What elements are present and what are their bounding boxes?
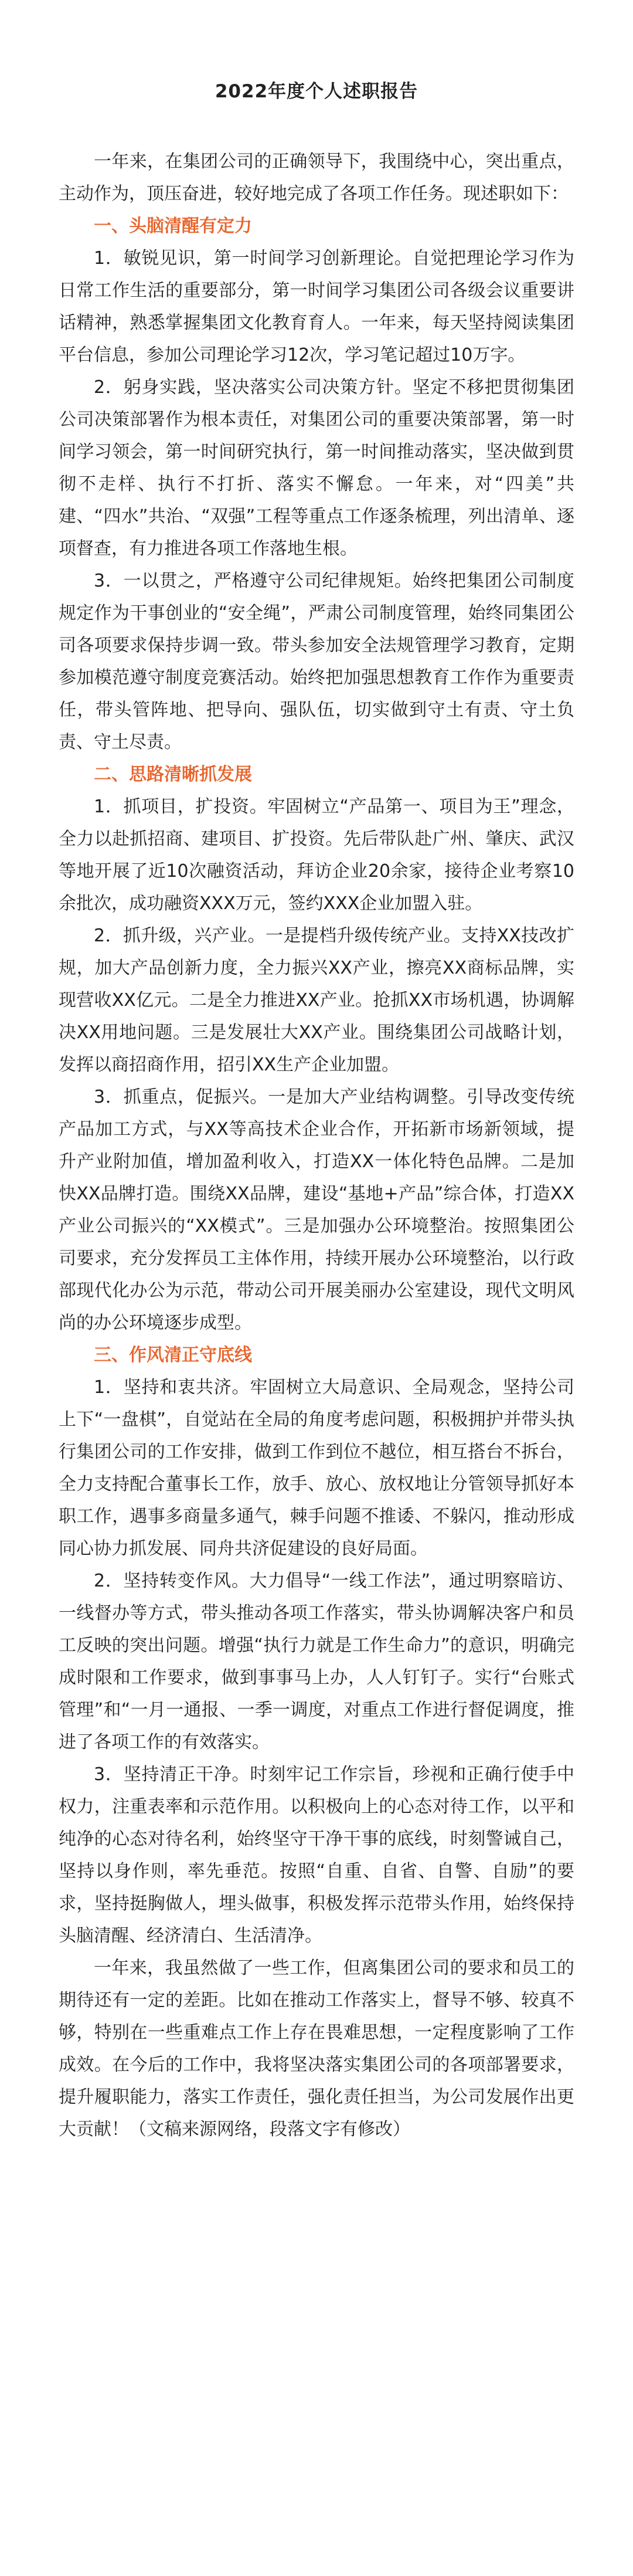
document-title: 2022年度个人述职报告 xyxy=(215,81,418,102)
closing-paragraph: 一年来，我虽然做了一些工作，但离集团公司的要求和员工的期待还有一定的差距。比如在推动工作落实上，督导不够、较真不够，特别在一些重难点工作上存在畏难思想，一定程度影响了工作成效。在今后的工作中，我将坚决落实集团公司的各项部署要求，提升履职能力，落实工作责任，强化责任担当，为公司发展作出更大贡献！（文稿来源网络，段落文字有修改） xyxy=(59,1958,574,2140)
section-1-paragraph-3: 3．一以贯之，严格遵守公司纪律规矩。始终把集团公司制度规定作为干事创业的“安全绳”，严肃公司制度管理，始终同集团公司各项要求保持步调一致。带头参加安全法规管理学习教育，定期参加模范遵守制度竞赛活动。始终把加强思想教育工作作为重要责任，带头管阵地、把导向、强队伍，切实做到守土有责、守土负责、守土尽责。 xyxy=(59,571,574,753)
section-1-paragraph-2: 2．躬身实践，坚决落实公司决策方针。坚定不移把贯彻集团公司决策部署作为根本责任，对集团公司的重要决策部署，第一时间学习领会，第一时间研究执行，第一时间推动落实，坚决做到贯彻不走样、执行不打折、落实不懈怠。一年来，对“四美”共建、“四水”共治、“双强”工程等重点工作逐条梳理，列出清单、逐项督查，有力推进各项工作落地生根。 xyxy=(59,377,574,559)
section-3-paragraph-2: 2．坚持转变作风。大力倡导“一线工作法”，通过明察暗访、一线督办等方式，带头推动各项工作落实，带头协调解决客户和员工反映的突出问题。增强“执行力就是工作生命力”的意识，明确完成时限和工作要求，做到事事马上办，人人钉钉子。实行“台账式管理”和“一月一通报、一季一调度，对重点工作进行督促调度，推进了各项工作的有效落实。 xyxy=(59,1571,574,1753)
section-3-paragraph-3: 3．坚持清正干净。时刻牢记工作宗旨，珍视和正确行使手中权力，注重表率和示范作用。以积极向上的心态对待工作，以平和纯净的心态对待名利，始终坚守干净干事的底线，时刻警诫自己，坚持以身作则，率先垂范。按照“自重、自省、自警、自励”的要求，坚持挺胸做人，埋头做事，积极发挥示范带头作用，始终保持头脑清醒、经济清白、生活清净。 xyxy=(59,1764,574,1946)
section-2-paragraph-1: 1．抓项目，扩投资。牢固树立“产品第一、项目为王”理念，全力以赴抓招商、建项目、扩投资。先后带队赴广州、肇庆、武汉等地开展了近10次融资活动，拜访企业20余家，接待企业考察10余批次，成功融资XXX万元，签约XXX企业加盟入驻。 xyxy=(59,796,574,914)
section-1-paragraph-1: 1．敏锐见识，第一时间学习创新理论。自觉把理论学习作为日常工作生活的重要部分，第一时间学习集团公司各级会议重要讲话精神，熟悉掌握集团文化教育育人。一年来，每天坚持阅读集团平台信息，参加公司理论学习12次，学习笔记超过10万字。 xyxy=(59,248,574,365)
section-3-paragraph-1: 1．坚持和衷共济。牢固树立大局意识、全局观念，坚持公司上下“一盘棋”，自觉站在全局的角度考虑问题，积极拥护并带头执行集团公司的工作安排，做到工作到位不越位，相互搭台不拆台，全力支持配合董事长工作，放手、放心、放权地让分管领导抓好本职工作，遇事多商量多通气，棘手问题不推诿、不躲闪，推动形成同心协力抓发展、同舟共济促建设的良好局面。 xyxy=(59,1377,574,1559)
intro-paragraph: 一年来，在集团公司的正确领导下，我围绕中心，突出重点，主动作为，顶压奋进，较好地完成了各项工作任务。现述职如下： xyxy=(59,151,574,204)
section-2-paragraph-3: 3．抓重点，促振兴。一是加大产业结构调整。引导改变传统产品加工方式，与XX等高技术企业合作，开拓新市场新领域，提升产业附加值，增加盈利收入，打造XX一体化特色品牌。二是加快XX品牌打造。围绕XX品牌，建设“基地+产品”综合体，打造XX产业公司振兴的“XX模式”。三是加强办公环境整治。按照集团公司要求，充分发挥员工主体作用，持续开展办公环境整治，以行政部现代化办公为示范，带动公司开展美丽办公室建设，现代文明风尚的办公环境逐步成型。 xyxy=(59,1087,574,1333)
section-2-paragraph-2: 2．抓升级，兴产业。一是提档升级传统产业。支持XX技改扩规，加大产品创新力度，全力振兴XX产业，擦亮XX商标品牌，实现营收XX亿元。二是全力推进XX产业。抢抓XX市场机遇，协调解决XX用地问题。三是发展壮大XX产业。围绕集团公司战略计划，发挥以商招商作用，招引XX生产企业加盟。 xyxy=(59,926,574,1075)
section-heading-3: 三、作风清正守底线 xyxy=(94,1345,252,1365)
section-heading-1: 一、头脑清醒有定力 xyxy=(94,216,252,236)
section-heading-2: 二、思路清晰抓发展 xyxy=(94,764,252,785)
